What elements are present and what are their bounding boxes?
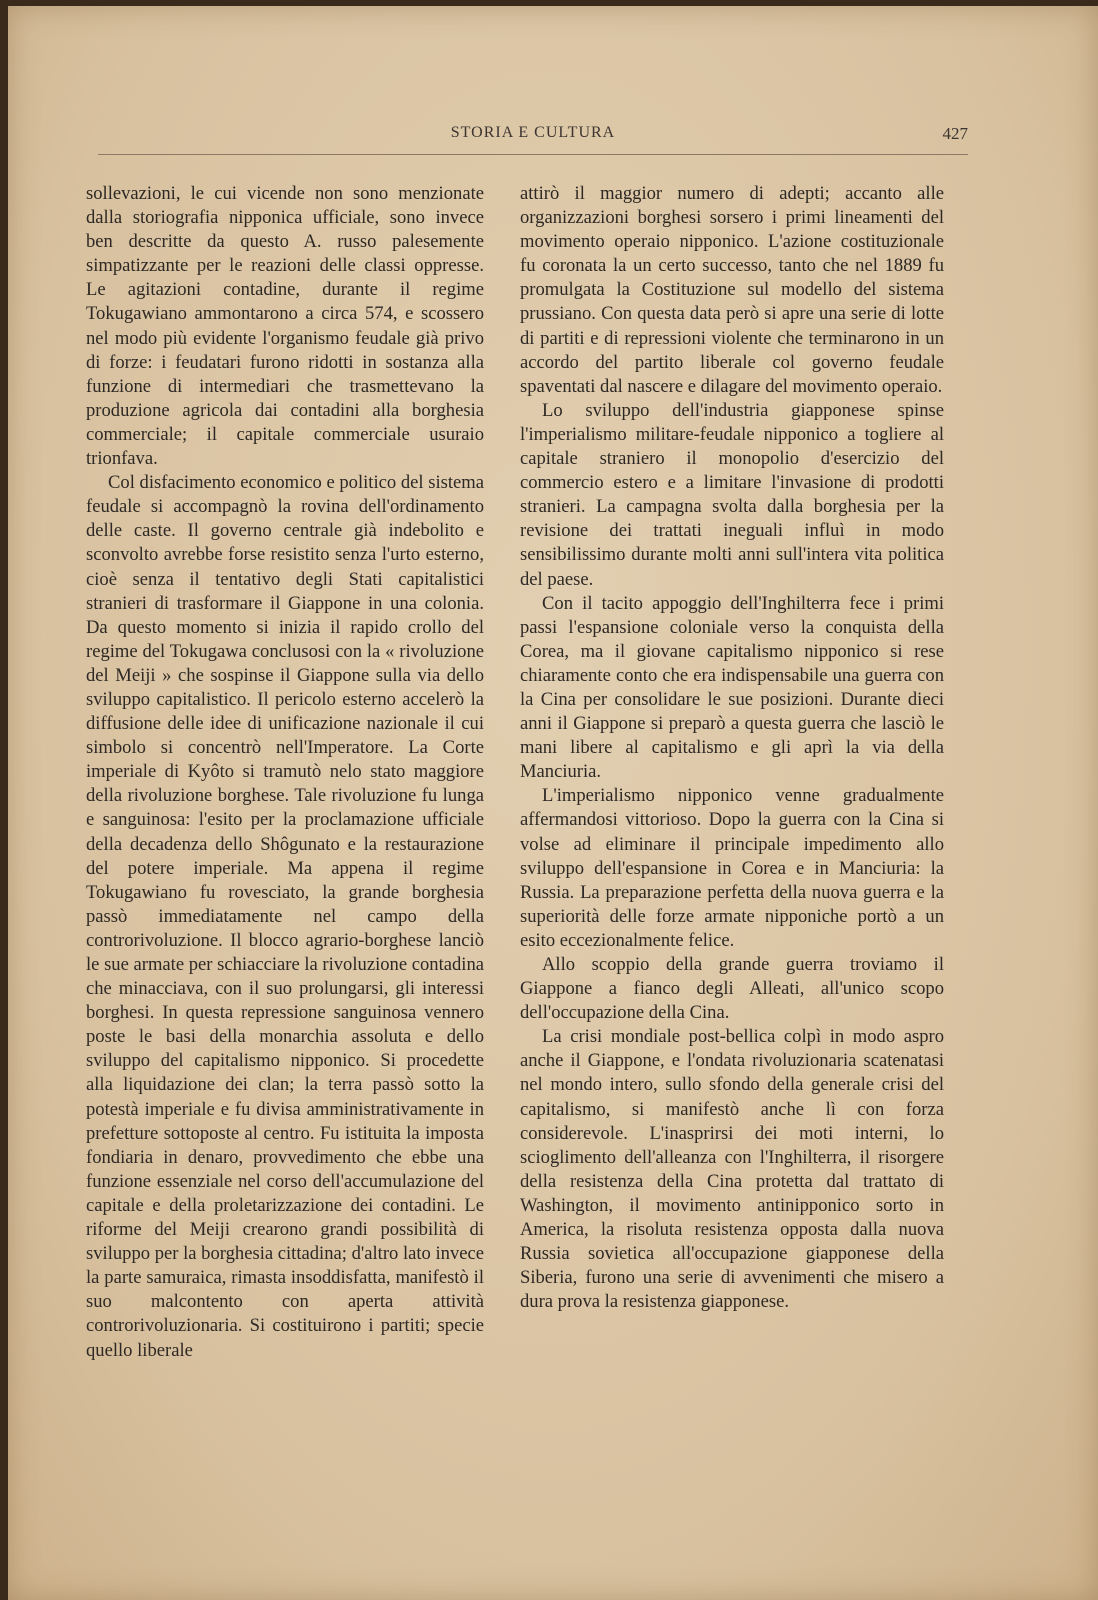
- paragraph: Con il tacito appoggio dell'Inghilterra fece i primi passi l'espansione coloniale verso la conquista della Corea, ma il giovane capitalismo nipponico si rese chiaramente conto che era indispensabile una guerra con la Cina per consolidare le sue posizioni. Durante dieci anni il Giappone si preparò a questa guerra che lasciò le mani libere al capitalismo e gli aprì la via della Manciuria.: [520, 592, 944, 783]
- paragraph: Allo scoppio della grande guerra troviamo il Giappone a fianco degli Alleati, all'unico scopo dell'occupazione della Cina.: [520, 954, 944, 1024]
- left-column: [86, 182, 484, 1363]
- page-header: [98, 122, 968, 150]
- paragraph: La crisi mondiale post-bellica colpì in modo aspro anche il Giappone, e l'ondata rivoluzionaria scatenatasi nel mondo intero, sullo sfondo della generale crisi del capitalismo, si manifestò anche lì con forza considerevole. L'inasprirsi dei moti interni, lo scioglimento dell'alleanza con l'Inghilterra, il risorgere della resistenza della Cina protetta dal trattato di Washington, il movimento antinipponico sorto in America, la risoluta resistenza opposta dalla nuova Russia sovietica all'occupazione giapponese della Siberia, furono una serie di avvenimenti che misero a dura prova la resistenza giapponese.: [520, 1026, 944, 1313]
- paragraph: attirò il maggior numero di adepti; accanto alle organizzazioni borghesi sorsero i primi lineamenti del movimento operaio nipponico. L'azione costituzionale fu coronata la un certo successo, tanto che nel 1889 fu promulgata la Costituzione sul modello del sistema prussiano. Con questa data però si apre una serie di lotte di partiti e di repressioni violente che terminarono in un accordo del partito liberale col governo feudale spaventati dal nascere e dilagare del movimento operaio.: [520, 183, 944, 397]
- paragraph: Col disfacimento economico e politico del sistema feudale si accompagnò la rovina dell'ordinamento delle caste. Il governo centrale già indebolito e sconvolto avrebbe forse resistito senza l'urto esterno, cioè senza il tentativo degli Stati capitalistici stranieri di trasformare il Giappone in una colonia. Da questo momento si inizia il rapido crollo del regime del Tokugawa conclusosi con la « rivoluzione del Meiji » che sospinse il Giappone sulla via dello sviluppo capitalistico. Il pericolo esterno accelerò la diffusione delle idee di unificazione nazionale il cui simbolo si concentrò nell'Imperatore. La Corte imperiale di Kyôto si tramutò nelo stato maggiore della rivoluzione borghese. Tale rivoluzione fu lunga e sanguinosa: l'esito per la proclamazione ufficiale della decadenza dello Shôgunato e la restaurazione del potere imperiale. Ma appena il regime Tokugawiano fu rovesciato, la grande borghesia passò immediatamente nel campo della controrivoluzione. Il blocco agrario-borghese lanciò le sue armate per schiacciare la rivoluzione contadina che minacciava, con il suo prolungarsi, gli interessi borghesi. In questa repressione sanguinosa vennero poste le basi della monarchia assoluta e dello sviluppo del capitalismo nipponico. Si procedette alla liquidazione dei clan; la terra passò sotto la potestà imperiale e fu divisa amministrativamente in prefetture sottoposte al centro. Fu istituita la imposta fondiaria in denaro, provvedimento che ebbe una funzione essenziale nel corso dell'accumulazione del capitale e della proletarizzazione dei contadini. Le riforme del Meiji crearono grandi possibilità di sviluppo per la borghesia cittadina; d'altro lato invece la parte samuraica, rimasta insoddisfatta, manifestò il suo malcontento con aperta attività controrivoluzionaria. Si costituirono i partiti; specie quello liberale: [86, 472, 485, 1361]
- book-page: [8, 6, 1098, 1600]
- header-rule: [98, 154, 968, 155]
- paragraph: Lo sviluppo dell'industria giapponese spinse l'imperialismo militare-feudale nipponico a togliere al capitale straniero il monopolio d'esercizio del commercio estero e a limitare l'invasione di prodotti stranieri. La campagna svolta dalla borghesia per la revisione dei trattati ineguali influì in modo sensibilissimo durante molti anni sull'intera vita politica del paese.: [520, 399, 944, 590]
- paragraph: sollevazioni, le cui vicende non sono menzionate dalla storiografia nipponica ufficiale, sono invece ben descritte da questo A. russo palesemente simpatizzante per le reazioni delle classi oppresse. Le agitazioni contadine, durante il regime Tokugawiano ammontarono a circa 574, e scossero nel modo più evidente l'organismo feudale già privo di forze: i feudatari furono ridotti in sostanza alla funzione di intermediari che trasmettevano la produzione agricola dai contadini alla borghesia commerciale; il capitale commerciale usuraio trionfava.: [86, 183, 484, 470]
- paragraph: L'imperialismo nipponico venne gradualmente affermandosi vittorioso. Dopo la guerra con la Cina si volse ad eliminare il principale impedimento allo sviluppo dell'espansione in Corea e in Manciuria: la Russia. La preparazione perfetta della nuova guerra e la superiorità delle forze armate nipponiche portò a un esito eccezionalmente felice.: [520, 785, 944, 951]
- running-title: STORIA E CULTURA: [450, 124, 616, 141]
- right-column: [520, 182, 944, 1314]
- page-number: 427: [942, 124, 968, 143]
